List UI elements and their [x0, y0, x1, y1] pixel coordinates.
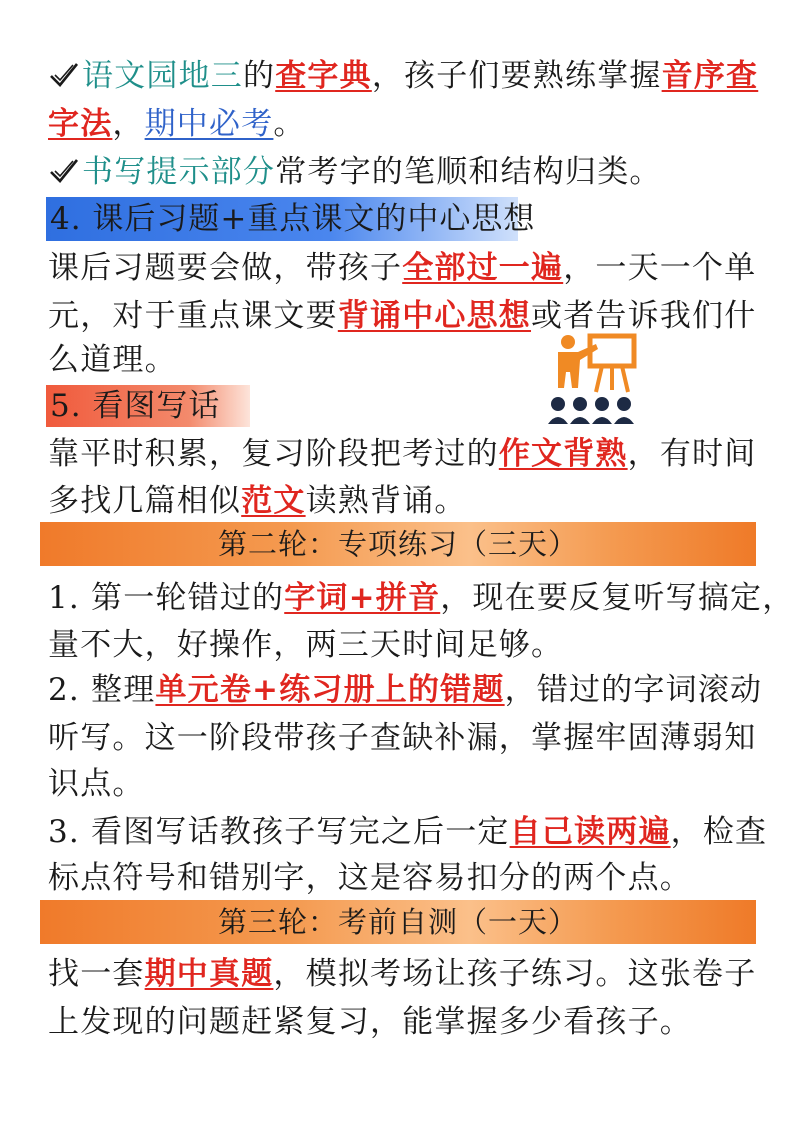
item-2-line-3: 识点。 [48, 766, 145, 802]
highlight: 字词+拼音 [284, 580, 441, 616]
text: 靠平时积累，复习阶段把考过的 [48, 436, 499, 472]
heading-4: 4. 课后习题+重点课文的中心思想 [50, 201, 536, 237]
highlight: 音序查 [661, 58, 759, 94]
highlight: 全部过一遍 [402, 250, 564, 286]
highlight: 字法 [48, 106, 113, 142]
text: 2. 整理 [48, 672, 156, 708]
line-7: 么道理。 [48, 342, 177, 378]
text: 1. 第一轮错过的 [48, 580, 285, 616]
text: 读熟背诵。 [305, 483, 467, 519]
text: ，有时间 [627, 436, 757, 472]
round-3-title: 第三轮：考前自测（一天） [217, 905, 578, 939]
text: 。 [273, 106, 306, 142]
highlight: 背诵中心思想 [337, 298, 532, 334]
check-icon [48, 60, 80, 90]
line-1 [48, 56, 758, 96]
round-3-line-1 [48, 954, 756, 994]
blue-highlight: 期中必考 [144, 106, 274, 142]
text: 的 [243, 58, 276, 94]
text: ，检查 [670, 814, 768, 850]
item-2-line-1 [48, 670, 762, 710]
item-1-line-1 [48, 578, 794, 618]
text: ，错过的字词滚动 [504, 672, 763, 708]
highlight: 作文背熟 [498, 436, 628, 472]
text: ，孩子们要熟练掌握 [371, 58, 662, 94]
text: 找一套 [48, 956, 145, 992]
highlight: 单元卷+练习册上的错题 [155, 672, 505, 708]
highlight: 自己读两遍 [509, 814, 671, 850]
line-5 [48, 248, 756, 288]
highlight: 期中真题 [144, 956, 274, 992]
highlight: 范文 [241, 483, 306, 519]
round-3-line-2: 上发现的问题赶紧复习，能掌握多少看孩子。 [48, 1004, 692, 1040]
teacher-presentation-icon [544, 330, 644, 430]
text: 或者告诉我们什 [531, 298, 757, 334]
text: ，现在要反复听写搞定， [440, 580, 795, 616]
line-8 [48, 434, 756, 474]
text: 3. 看图写话教孩子写完之后一定 [48, 814, 510, 850]
round-2-title: 第二轮：专项练习（三天） [217, 527, 578, 561]
text: ，模拟考场让孩子练习。这张卷子 [273, 956, 757, 992]
text: 元，对于重点课文要 [48, 298, 338, 334]
line-9 [48, 481, 467, 521]
item-3-line-2: 标点符号和错别字，这是容易扣分的两个点。 [48, 860, 692, 896]
line-3 [48, 152, 662, 192]
section-term: 书写提示部分 [82, 154, 276, 190]
item-1-line-2: 量不大，好操作，两三天时间足够。 [48, 627, 564, 663]
check-icon [48, 156, 80, 186]
text: 多找几篇相似 [48, 483, 242, 519]
text: ，一天一个单 [563, 250, 757, 286]
line-6 [48, 296, 756, 336]
heading-5: 5. 看图写话 [50, 388, 221, 424]
text: ， [112, 106, 145, 142]
text: 常考字的笔顺和结构归类。 [275, 154, 662, 190]
item-3-line-1 [48, 812, 767, 852]
section-term: 语文园地三 [82, 58, 243, 94]
item-2-line-2: 听写。这一阶段带孩子查缺补漏，掌握牢固薄弱知 [48, 720, 757, 756]
text: 课后习题要会做，带孩子 [48, 250, 403, 286]
highlight: 查字典 [275, 58, 372, 94]
line-2 [48, 104, 306, 144]
